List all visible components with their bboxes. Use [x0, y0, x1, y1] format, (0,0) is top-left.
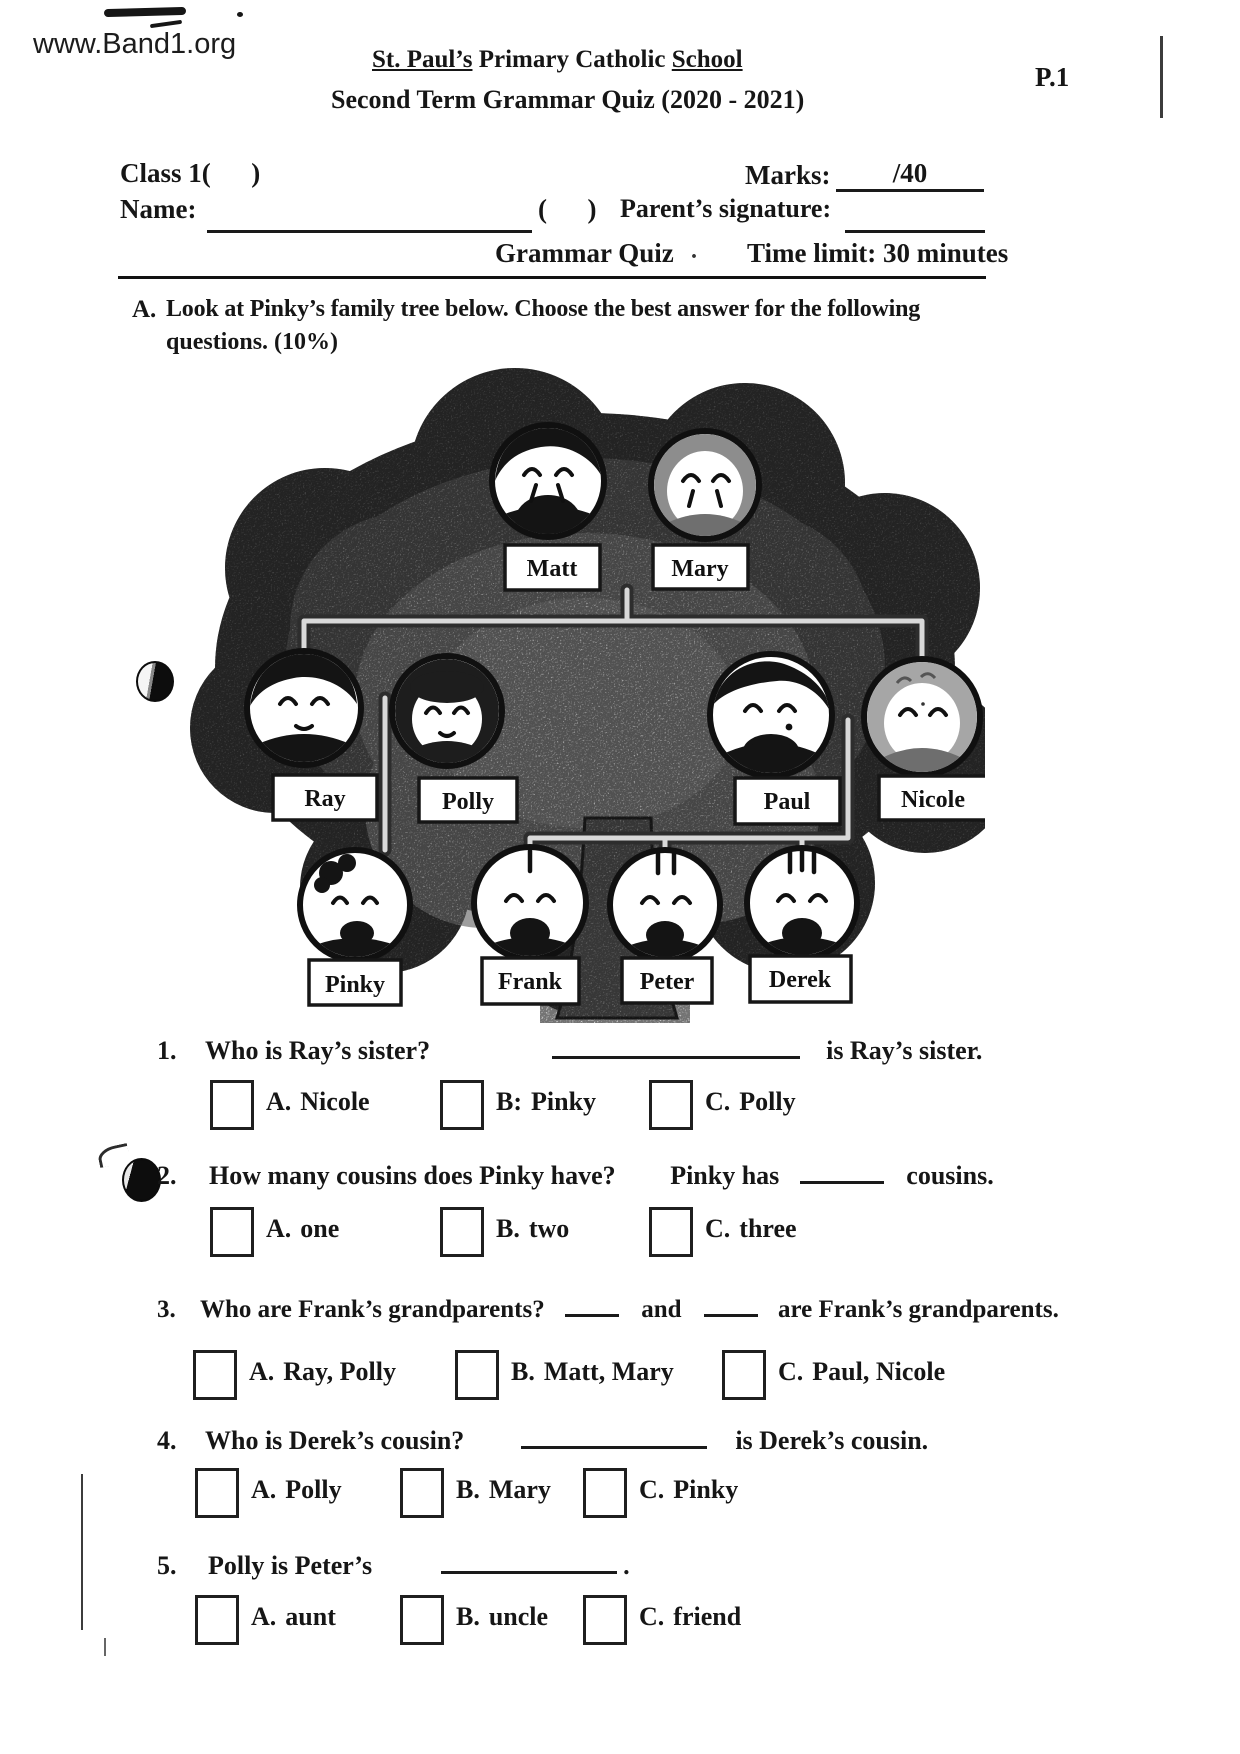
question-3-options [0, 1350, 1000, 1406]
option-3c-text: Paul, Nicole [812, 1357, 946, 1386]
option-5a-checkbox[interactable] [195, 1595, 239, 1645]
option-2b-key: B. [496, 1214, 520, 1243]
class-number-paren[interactable]: ( ) [538, 194, 597, 224]
portrait-ray [247, 651, 361, 768]
option-4a-checkbox[interactable] [195, 1468, 239, 1518]
option-2c-key: C. [705, 1214, 731, 1243]
name-derek: Derek [768, 967, 832, 993]
question-4-number: 4. [157, 1426, 177, 1455]
school-title-part1: St. Paul’s [372, 46, 473, 73]
question-3-answer-blank-2[interactable] [704, 1288, 758, 1317]
section-a-label: A. [132, 296, 157, 323]
option-5b-text: uncle [488, 1602, 549, 1631]
name-label-peter [622, 958, 712, 1003]
portrait-derek [747, 848, 857, 963]
name-label-mary [653, 545, 748, 589]
name-frank: Frank [497, 969, 563, 995]
question-3-number: 3. [157, 1296, 176, 1323]
question-2-number: 2. [157, 1161, 177, 1190]
option-1b-text: Pinky [531, 1087, 597, 1116]
option-4c-key: C. [639, 1475, 665, 1504]
name-label-frank [482, 958, 579, 1004]
option-3c-checkbox[interactable] [722, 1350, 766, 1400]
option-1b-checkbox[interactable] [440, 1080, 484, 1130]
question-2 [157, 1155, 994, 1191]
section-a-instruction-line2: questions. (10%) [166, 329, 339, 355]
option-1b-key: B: [496, 1087, 522, 1116]
question-5 [157, 1545, 630, 1581]
question-5-prompt: Polly is Peter’s [208, 1551, 373, 1580]
family-tree-figure [185, 368, 985, 1023]
option-3a-text: Ray, Polly [283, 1357, 396, 1386]
question-2-frame-prefix: Pinky has [670, 1161, 780, 1190]
name-label: Name: [120, 194, 197, 224]
option-3b-text: Matt, Mary [543, 1357, 674, 1386]
section-a-instruction-line1: Look at Pinky’s family tree below. Choose the best answer for the following [166, 296, 921, 322]
portrait-paul [710, 654, 832, 778]
name-label-matt [505, 545, 600, 590]
speck-mark [237, 12, 243, 17]
question-1-suffix: is Ray’s sister. [826, 1036, 983, 1065]
punch-hole [136, 661, 174, 702]
pen-scribble-mark-2 [150, 20, 182, 28]
option-3b-key: B. [511, 1357, 535, 1386]
quiz-type-label: Grammar Quiz [495, 238, 674, 268]
separator-dot: · [690, 244, 699, 270]
name-nicole: Nicole [901, 787, 965, 813]
option-1c-text: Polly [739, 1087, 796, 1116]
time-limit-label: Time limit: 30 minutes [747, 238, 1009, 268]
name-paul: Paul [763, 789, 811, 815]
name-label-nicole [879, 776, 985, 820]
option-3b-checkbox[interactable] [455, 1350, 499, 1400]
question-3-suffix: are Frank’s grandparents. [778, 1296, 1059, 1323]
name-label-derek [750, 956, 851, 1002]
name-label-polly [419, 778, 517, 822]
quiz-subtitle: Second Term Grammar Quiz (2020 - 2021) [331, 85, 805, 114]
option-1c-checkbox[interactable] [649, 1080, 693, 1130]
option-5c-checkbox[interactable] [583, 1595, 627, 1645]
option-1c-key: C. [705, 1087, 731, 1116]
option-2b-text: two [528, 1214, 570, 1243]
question-4-answer-blank[interactable] [521, 1420, 707, 1449]
portrait-polly [392, 656, 502, 768]
school-title-part3: School [671, 46, 743, 73]
portrait-peter [610, 850, 720, 965]
option-2c-checkbox[interactable] [649, 1207, 693, 1257]
name-ray: Ray [304, 786, 346, 812]
portrait-mary [651, 431, 759, 539]
option-2a-key: A. [266, 1214, 292, 1243]
punch-hole-2 [122, 1158, 161, 1202]
question-4 [157, 1420, 928, 1456]
question-5-suffix: . [623, 1551, 630, 1580]
option-5c-text: friend [673, 1602, 742, 1631]
name-mary: Mary [671, 556, 729, 582]
question-4-suffix: is Derek’s cousin. [735, 1426, 929, 1455]
name-peter: Peter [639, 969, 695, 995]
option-1a-checkbox[interactable] [210, 1080, 254, 1130]
portrait-frank [474, 847, 586, 963]
parent-signature-label: Parent’s signature: [620, 194, 832, 223]
name-blank[interactable] [207, 196, 532, 233]
marks-blank[interactable] [836, 158, 984, 192]
header-divider [118, 276, 986, 279]
question-5-answer-blank[interactable] [441, 1545, 617, 1574]
question-2-answer-blank[interactable] [800, 1155, 884, 1184]
question-2-options [0, 1207, 1000, 1263]
option-4b-checkbox[interactable] [400, 1468, 444, 1518]
portrait-nicole [864, 659, 980, 775]
question-5-number: 5. [157, 1551, 177, 1580]
option-5c-key: C. [639, 1602, 665, 1631]
option-5b-checkbox[interactable] [400, 1595, 444, 1645]
question-1-options [0, 1080, 1000, 1136]
parent-signature-blank[interactable] [845, 196, 985, 233]
question-3-mid: and [641, 1296, 682, 1323]
class-label: Class 1( ) [120, 158, 261, 188]
question-4-options [0, 1468, 1000, 1524]
school-title [372, 46, 743, 74]
option-4b-key: B. [456, 1475, 480, 1504]
option-5b-key: B. [456, 1602, 480, 1631]
scan-edge-line [1160, 36, 1163, 118]
question-1-number: 1. [157, 1036, 177, 1065]
name-matt: Matt [526, 556, 578, 582]
pen-curl-mark [96, 1143, 130, 1168]
question-1-prompt: Who is Ray’s sister? [205, 1036, 431, 1065]
option-5a-text: aunt [285, 1602, 336, 1631]
marks-total: /40 [892, 158, 928, 188]
question-3 [157, 1288, 1059, 1324]
watermark-url: www.Band1.org [33, 28, 237, 60]
name-label-paul [735, 778, 840, 824]
name-pinky: Pinky [324, 972, 386, 998]
question-4-prompt: Who is Derek’s cousin? [205, 1426, 465, 1455]
page-number: P.1 [1035, 62, 1070, 92]
option-2a-checkbox[interactable] [210, 1207, 254, 1257]
name-label-pinky [309, 960, 401, 1005]
option-4b-text: Mary [488, 1475, 551, 1504]
option-4c-checkbox[interactable] [583, 1468, 627, 1518]
option-3c-key: C. [778, 1357, 804, 1386]
question-1-answer-blank[interactable] [552, 1030, 800, 1059]
name-label-ray [273, 775, 377, 820]
pen-scribble-mark [104, 7, 186, 17]
option-5a-key: A. [251, 1602, 277, 1631]
question-2-prompt: How many cousins does Pinky have? [209, 1161, 616, 1190]
question-2-suffix: cousins. [906, 1161, 994, 1190]
school-title-part2: Primary Catholic [472, 46, 672, 73]
option-3a-checkbox[interactable] [193, 1350, 237, 1400]
option-4a-text: Polly [285, 1475, 342, 1504]
portrait-pinky [300, 850, 410, 963]
question-3-answer-blank-1[interactable] [565, 1288, 619, 1317]
question-3-prompt: Who are Frank’s grandparents? [200, 1296, 545, 1323]
marks-label: Marks: [745, 160, 831, 190]
option-3a-key: A. [249, 1357, 275, 1386]
question-1 [157, 1030, 982, 1066]
option-1a-key: A. [266, 1087, 292, 1116]
question-5-options [0, 1595, 1000, 1651]
option-4a-key: A. [251, 1475, 277, 1504]
option-2a-text: one [300, 1214, 340, 1243]
option-2c-text: three [739, 1214, 797, 1243]
name-polly: Polly [442, 789, 494, 815]
option-2b-checkbox[interactable] [440, 1207, 484, 1257]
option-4c-text: Pinky [673, 1475, 739, 1504]
option-1a-text: Nicole [300, 1087, 370, 1116]
